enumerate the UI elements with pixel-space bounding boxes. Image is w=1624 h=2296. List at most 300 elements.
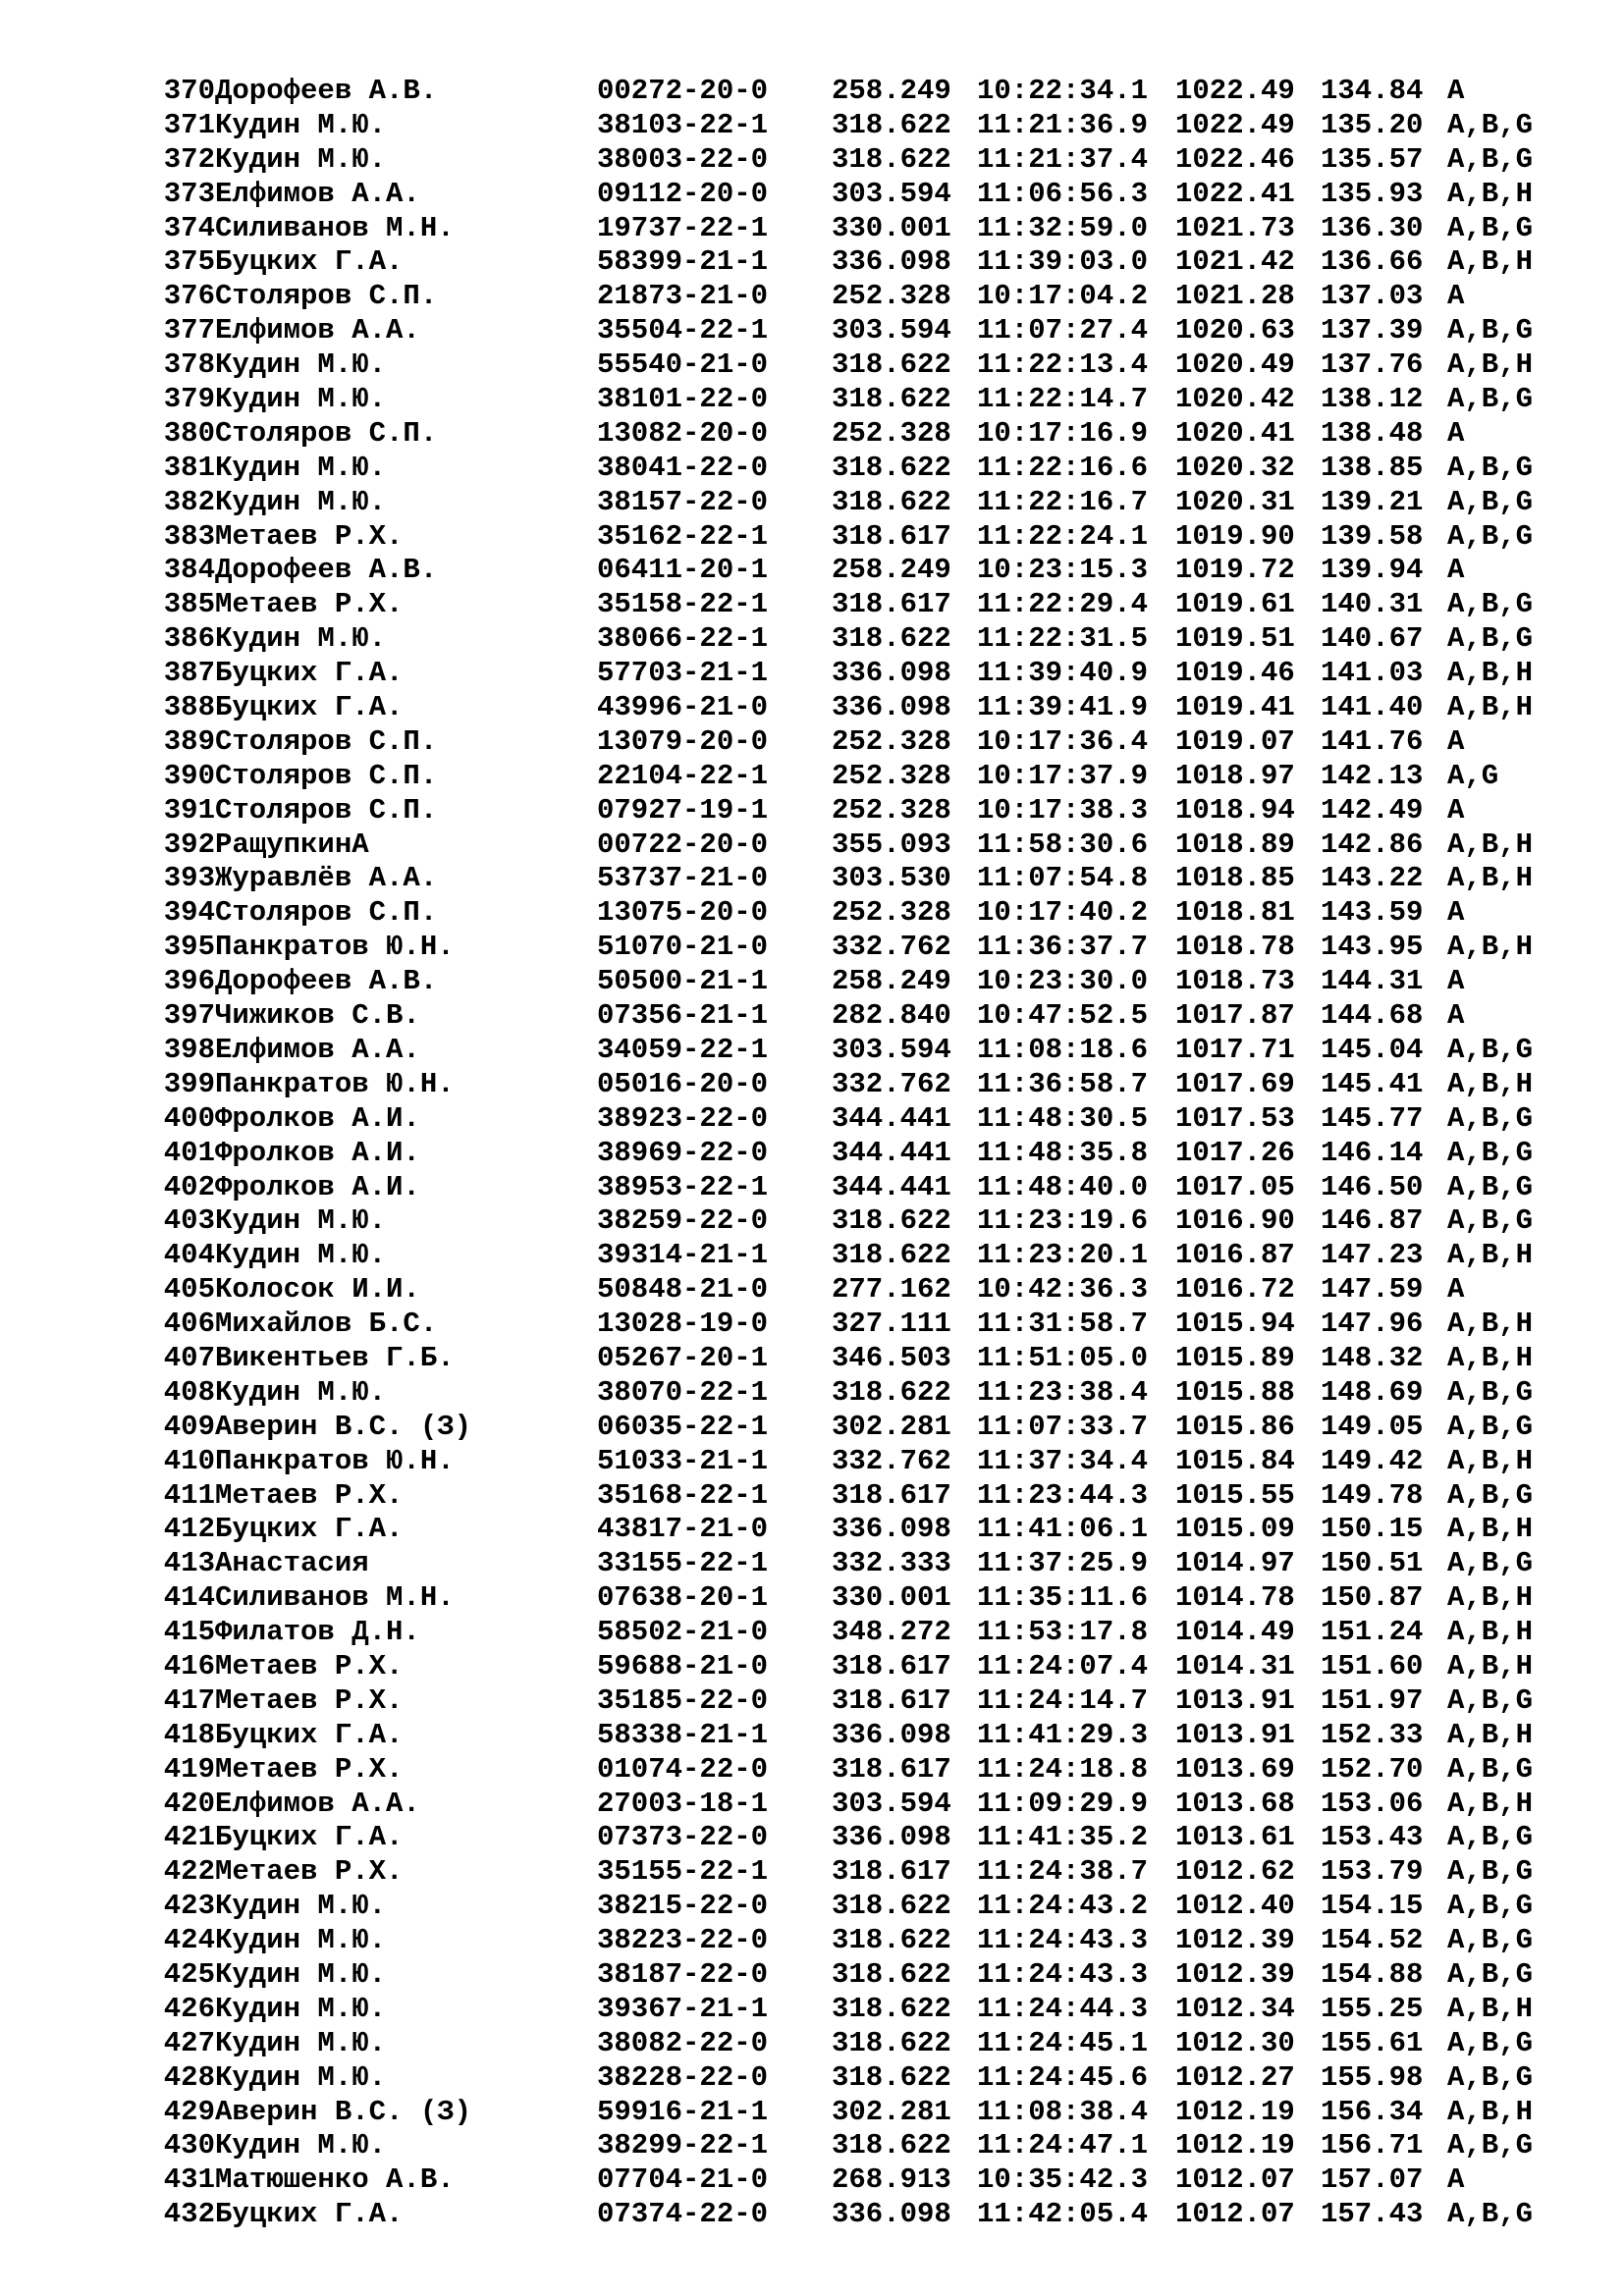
row-number: 377 [163, 314, 215, 347]
flags: A,B,G [1447, 1752, 1534, 1786]
points: 153.43 [1321, 1821, 1424, 1854]
flags: A,B,G [1447, 142, 1534, 176]
arrival-time: 11:24:07.4 [977, 1649, 1149, 1682]
row-number: 397 [163, 999, 215, 1033]
flags: A [1447, 724, 1465, 758]
distance: 252.328 [832, 896, 951, 930]
flags: A,B,G [1447, 2026, 1534, 2059]
participant-name: Панкратов Ю.Н. [215, 1444, 455, 1477]
arrival-time: 11:31:58.7 [977, 1308, 1149, 1341]
ring-code: 58338-21-1 [597, 1718, 769, 1751]
speed: 1015.86 [1175, 1410, 1295, 1443]
points: 155.25 [1321, 1992, 1424, 2025]
participant-name: Буцких Г.А. [215, 1821, 404, 1854]
ring-code: 38187-22-0 [597, 1957, 769, 1991]
flags: A,B,G [1447, 1204, 1534, 1238]
distance: 348.272 [832, 1616, 951, 1649]
row-number: 430 [163, 2129, 215, 2163]
row-number: 427 [163, 2026, 215, 2059]
participant-name: Кудин М.Ю. [215, 348, 387, 382]
participant-name: Буцких Г.А. [215, 245, 404, 279]
row-number: 426 [163, 1992, 215, 2025]
arrival-time: 11:41:29.3 [977, 1718, 1149, 1751]
distance: 318.617 [832, 1478, 951, 1512]
speed: 1013.91 [1175, 1683, 1295, 1717]
points: 139.58 [1321, 519, 1424, 553]
speed: 1016.90 [1175, 1204, 1295, 1238]
points: 143.59 [1321, 896, 1424, 930]
participant-name: Елфимов А.А. [215, 177, 420, 210]
flags: A,B,H [1447, 1581, 1534, 1615]
table-row [144, 1890, 1558, 1924]
arrival-time: 11:24:43.3 [977, 1924, 1149, 1957]
distance: 303.594 [832, 1033, 951, 1066]
participant-name: Аверин В.С. (З) [215, 1410, 472, 1443]
row-number: 405 [163, 1273, 215, 1307]
points: 145.77 [1321, 1101, 1424, 1135]
participant-name: Матюшенко А.В. [215, 2163, 455, 2197]
speed: 1020.49 [1175, 348, 1295, 382]
row-number: 396 [163, 965, 215, 998]
distance: 336.098 [832, 1718, 951, 1751]
ring-code: 13082-20-0 [597, 416, 769, 450]
ring-code: 07374-22-0 [597, 2198, 769, 2231]
arrival-time: 11:23:44.3 [977, 1478, 1149, 1512]
arrival-time: 11:22:16.7 [977, 485, 1149, 518]
arrival-time: 11:32:59.0 [977, 211, 1149, 244]
participant-name: Елфимов А.А. [215, 1033, 420, 1066]
participant-name: Кудин М.Ю. [215, 1239, 387, 1272]
participant-name: Анастасия [215, 1547, 369, 1580]
table-row [144, 622, 1558, 657]
speed: 1014.49 [1175, 1616, 1295, 1649]
table-row [144, 725, 1558, 760]
arrival-time: 11:37:25.9 [977, 1547, 1149, 1580]
speed: 1014.78 [1175, 1581, 1295, 1615]
distance: 318.617 [832, 588, 951, 621]
row-number: 404 [163, 1239, 215, 1272]
distance: 277.162 [832, 1273, 951, 1307]
table-row [144, 452, 1558, 486]
flags: A,B,H [1447, 1341, 1534, 1374]
ring-code: 59916-21-1 [597, 2095, 769, 2128]
arrival-time: 11:24:38.7 [977, 1855, 1149, 1889]
row-number: 387 [163, 657, 215, 690]
arrival-time: 11:48:40.0 [977, 1170, 1149, 1203]
speed: 1015.55 [1175, 1478, 1295, 1512]
arrival-time: 10:17:36.4 [977, 724, 1149, 758]
ring-code: 38215-22-0 [597, 1890, 769, 1923]
participant-name: Столяров С.П. [215, 896, 438, 930]
row-number: 398 [163, 1033, 215, 1066]
points: 147.23 [1321, 1239, 1424, 1272]
participant-name: Буцких Г.А. [215, 657, 404, 690]
arrival-time: 10:23:30.0 [977, 965, 1149, 998]
distance: 344.441 [832, 1170, 951, 1203]
ring-code: 58399-21-1 [597, 245, 769, 279]
ring-code: 33155-22-1 [597, 1547, 769, 1580]
flags: A,B,G [1447, 1170, 1534, 1203]
flags: A,B,G [1447, 1821, 1534, 1854]
speed: 1012.19 [1175, 2095, 1295, 2128]
row-number: 382 [163, 485, 215, 518]
arrival-time: 11:35:11.6 [977, 1581, 1149, 1615]
arrival-time: 11:39:03.0 [977, 245, 1149, 279]
distance: 282.840 [832, 999, 951, 1033]
table-row [144, 1616, 1558, 1650]
distance: 332.762 [832, 931, 951, 964]
participant-name: Кудин М.Ю. [215, 1890, 387, 1923]
points: 148.69 [1321, 1375, 1424, 1409]
flags: A,B,G [1447, 1375, 1534, 1409]
arrival-time: 11:48:35.8 [977, 1136, 1149, 1169]
points: 153.06 [1321, 1787, 1424, 1820]
row-number: 391 [163, 793, 215, 827]
participant-name: Дорофеев А.В. [215, 554, 438, 587]
row-number: 384 [163, 554, 215, 587]
ring-code: 51033-21-1 [597, 1444, 769, 1477]
row-number: 375 [163, 245, 215, 279]
distance: 258.249 [832, 554, 951, 587]
flags: A [1447, 416, 1465, 450]
speed: 1017.05 [1175, 1170, 1295, 1203]
flags: A,B,G [1447, 1890, 1534, 1923]
flags: A,B,G [1447, 622, 1534, 656]
table-row [144, 2061, 1558, 2096]
row-number: 428 [163, 2060, 215, 2094]
row-number: 394 [163, 896, 215, 930]
speed: 1018.94 [1175, 793, 1295, 827]
speed: 1022.49 [1175, 108, 1295, 141]
points: 147.96 [1321, 1308, 1424, 1341]
table-row [144, 1821, 1558, 1855]
speed: 1019.46 [1175, 657, 1295, 690]
arrival-time: 11:24:43.2 [977, 1890, 1149, 1923]
points: 154.15 [1321, 1890, 1424, 1923]
participant-name: Буцких Г.А. [215, 1718, 404, 1751]
flags: A,B,G [1447, 1683, 1534, 1717]
row-number: 411 [163, 1478, 215, 1512]
participant-name: Михайлов Б.С. [215, 1308, 438, 1341]
speed: 1013.68 [1175, 1787, 1295, 1820]
row-number: 417 [163, 1683, 215, 1717]
speed: 1012.40 [1175, 1890, 1295, 1923]
arrival-time: 11:41:06.1 [977, 1513, 1149, 1546]
ring-code: 07704-21-0 [597, 2163, 769, 2197]
distance: 258.249 [832, 965, 951, 998]
speed: 1012.39 [1175, 1924, 1295, 1957]
flags: A,B,G [1447, 1924, 1534, 1957]
participant-name: Силиванов М.Н. [215, 211, 455, 244]
table-row [144, 314, 1558, 348]
table-row [144, 1273, 1558, 1308]
distance: 332.762 [832, 1067, 951, 1100]
arrival-time: 11:23:20.1 [977, 1239, 1149, 1272]
speed: 1019.61 [1175, 588, 1295, 621]
arrival-time: 11:08:38.4 [977, 2095, 1149, 2128]
speed: 1013.61 [1175, 1821, 1295, 1854]
distance: 318.622 [832, 2060, 951, 2094]
row-number: 376 [163, 280, 215, 313]
arrival-time: 11:07:54.8 [977, 862, 1149, 895]
table-row [144, 828, 1558, 863]
table-row [144, 1102, 1558, 1137]
ring-code: 35185-22-0 [597, 1683, 769, 1717]
participant-name: Аверин В.С. (З) [215, 2095, 472, 2128]
participant-name: Кудин М.Ю. [215, 622, 387, 656]
ring-code: 07927-19-1 [597, 793, 769, 827]
ring-code: 59688-21-0 [597, 1649, 769, 1682]
ring-code: 35158-22-1 [597, 588, 769, 621]
flags: A,B,G [1447, 451, 1534, 484]
speed: 1019.72 [1175, 554, 1295, 587]
row-number: 432 [163, 2198, 215, 2231]
participant-name: Кудин М.Ю. [215, 383, 387, 416]
flags: A,B,G [1447, 1957, 1534, 1991]
speed: 1020.31 [1175, 485, 1295, 518]
speed: 1016.87 [1175, 1239, 1295, 1272]
speed: 1019.41 [1175, 691, 1295, 724]
ring-code: 38223-22-0 [597, 1924, 769, 1957]
speed: 1016.72 [1175, 1273, 1295, 1307]
participant-name: Буцких Г.А. [215, 691, 404, 724]
arrival-time: 11:22:29.4 [977, 588, 1149, 621]
points: 150.15 [1321, 1513, 1424, 1546]
participant-name: Метаев Р.Х. [215, 1752, 404, 1786]
table-row [144, 1445, 1558, 1479]
table-row [144, 1376, 1558, 1411]
participant-name: Кудин М.Ю. [215, 142, 387, 176]
ring-code: 13079-20-0 [597, 724, 769, 758]
points: 155.98 [1321, 2060, 1424, 2094]
distance: 332.762 [832, 1444, 951, 1477]
points: 154.52 [1321, 1924, 1424, 1957]
ring-code: 13028-19-0 [597, 1308, 769, 1341]
row-number: 393 [163, 862, 215, 895]
points: 135.93 [1321, 177, 1424, 210]
speed: 1019.90 [1175, 519, 1295, 553]
participant-name: Кудин М.Ю. [215, 1957, 387, 1991]
ring-code: 38157-22-0 [597, 485, 769, 518]
table-row [144, 2198, 1558, 2232]
distance: 318.622 [832, 142, 951, 176]
points: 140.31 [1321, 588, 1424, 621]
points: 145.41 [1321, 1067, 1424, 1100]
ring-code: 51070-21-0 [597, 931, 769, 964]
table-row [144, 348, 1558, 383]
participant-name: Метаев Р.Х. [215, 1683, 404, 1717]
participant-name: Метаев Р.Х. [215, 519, 404, 553]
arrival-time: 11:24:45.1 [977, 2026, 1149, 2059]
arrival-time: 11:23:38.4 [977, 1375, 1149, 1409]
row-number: 414 [163, 1581, 215, 1615]
participant-name: Фролков А.И. [215, 1136, 420, 1169]
points: 139.94 [1321, 554, 1424, 587]
ring-code: 13075-20-0 [597, 896, 769, 930]
arrival-time: 11:36:58.7 [977, 1067, 1149, 1100]
arrival-time: 11:22:31.5 [977, 622, 1149, 656]
distance: 336.098 [832, 657, 951, 690]
participant-name: Метаев Р.Х. [215, 1478, 404, 1512]
points: 156.71 [1321, 2129, 1424, 2163]
ring-code: 38923-22-0 [597, 1101, 769, 1135]
participant-name: Дорофеев А.В. [215, 75, 438, 107]
flags: A,B,G [1447, 2198, 1534, 2231]
ring-code: 43817-21-0 [597, 1513, 769, 1546]
arrival-time: 10:47:52.5 [977, 999, 1149, 1033]
arrival-time: 11:22:13.4 [977, 348, 1149, 382]
flags: A,B,G [1447, 1410, 1534, 1443]
row-number: 389 [163, 724, 215, 758]
row-number: 425 [163, 1957, 215, 1991]
points: 149.42 [1321, 1444, 1424, 1477]
distance: 268.913 [832, 2163, 951, 2197]
ring-code: 35504-22-1 [597, 314, 769, 347]
arrival-time: 11:53:17.8 [977, 1616, 1149, 1649]
arrival-time: 11:24:45.6 [977, 2060, 1149, 2094]
row-number: 419 [163, 1752, 215, 1786]
flags: A,B,G [1447, 1136, 1534, 1169]
ring-code: 01074-22-0 [597, 1752, 769, 1786]
speed: 1021.73 [1175, 211, 1295, 244]
row-number: 380 [163, 416, 215, 450]
flags: A,B,G [1447, 383, 1534, 416]
points: 148.32 [1321, 1341, 1424, 1374]
ring-code: 27003-18-1 [597, 1787, 769, 1820]
points: 139.21 [1321, 485, 1424, 518]
participant-name: Буцких Г.А. [215, 1513, 404, 1546]
participant-name: Буцких Г.А. [215, 2198, 404, 2231]
participant-name: Силиванов М.Н. [215, 1581, 455, 1615]
points: 146.50 [1321, 1170, 1424, 1203]
points: 137.03 [1321, 280, 1424, 313]
table-row [144, 1137, 1558, 1171]
row-number: 422 [163, 1855, 215, 1889]
table-row [144, 1958, 1558, 1993]
participant-name: Панкратов Ю.Н. [215, 1067, 455, 1100]
speed: 1018.85 [1175, 862, 1295, 895]
table-row [144, 1308, 1558, 1342]
table-row [144, 1547, 1558, 1581]
distance: 344.441 [832, 1101, 951, 1135]
arrival-time: 10:35:42.3 [977, 2163, 1149, 2197]
points: 142.13 [1321, 759, 1424, 792]
row-number: 416 [163, 1649, 215, 1682]
table-row [144, 1068, 1558, 1102]
row-number: 431 [163, 2163, 215, 2197]
ring-code: 07638-20-1 [597, 1581, 769, 1615]
distance: 318.622 [832, 1890, 951, 1923]
distance: 336.098 [832, 1513, 951, 1546]
arrival-time: 11:36:37.7 [977, 931, 1149, 964]
distance: 318.622 [832, 451, 951, 484]
ring-code: 38041-22-0 [597, 451, 769, 484]
table-row [144, 1684, 1558, 1719]
speed: 1012.19 [1175, 2129, 1295, 2163]
arrival-time: 11:22:24.1 [977, 519, 1149, 553]
points: 143.22 [1321, 862, 1424, 895]
participant-name: Метаев Р.Х. [215, 1649, 404, 1682]
row-number: 420 [163, 1787, 215, 1820]
points: 136.66 [1321, 245, 1424, 279]
table-row [144, 1479, 1558, 1514]
participant-name: Кудин М.Ю. [215, 2060, 387, 2094]
speed: 1018.73 [1175, 965, 1295, 998]
points: 134.84 [1321, 75, 1424, 107]
distance: 327.111 [832, 1308, 951, 1341]
distance: 346.503 [832, 1341, 951, 1374]
ring-code: 09112-20-0 [597, 177, 769, 210]
table-row [144, 417, 1558, 452]
participant-name: Столяров С.П. [215, 724, 438, 758]
points: 135.57 [1321, 142, 1424, 176]
ring-code: 38259-22-0 [597, 1204, 769, 1238]
distance: 344.441 [832, 1136, 951, 1169]
distance: 336.098 [832, 245, 951, 279]
row-number: 399 [163, 1067, 215, 1100]
flags: A,B,H [1447, 1513, 1534, 1546]
ring-code: 39314-21-1 [597, 1239, 769, 1272]
speed: 1013.91 [1175, 1718, 1295, 1751]
speed: 1014.31 [1175, 1649, 1295, 1682]
ring-code: 38969-22-0 [597, 1136, 769, 1169]
distance: 252.328 [832, 724, 951, 758]
flags: A,B,H [1447, 1718, 1534, 1751]
ring-code: 06411-20-1 [597, 554, 769, 587]
ring-code: 39367-21-1 [597, 1992, 769, 2025]
participant-name: Кудин М.Ю. [215, 2129, 387, 2163]
table-row [144, 2096, 1558, 2130]
row-number: 402 [163, 1170, 215, 1203]
flags: A,B,H [1447, 1239, 1534, 1272]
points: 141.40 [1321, 691, 1424, 724]
flags: A [1447, 1273, 1465, 1307]
participant-name: Кудин М.Ю. [215, 451, 387, 484]
flags: A,B,H [1447, 1444, 1534, 1477]
points: 144.68 [1321, 999, 1424, 1033]
points: 137.39 [1321, 314, 1424, 347]
speed: 1021.28 [1175, 280, 1295, 313]
points: 145.04 [1321, 1033, 1424, 1066]
arrival-time: 11:22:16.6 [977, 451, 1149, 484]
ring-code: 57703-21-1 [597, 657, 769, 690]
ring-code: 35155-22-1 [597, 1855, 769, 1889]
arrival-time: 11:24:18.8 [977, 1752, 1149, 1786]
table-row [144, 999, 1558, 1034]
ring-code: 43996-21-0 [597, 691, 769, 724]
participant-name: Столяров С.П. [215, 793, 438, 827]
results-list [144, 75, 1558, 2232]
points: 150.51 [1321, 1547, 1424, 1580]
table-row [144, 1788, 1558, 1822]
participant-name: Столяров С.П. [215, 416, 438, 450]
table-row [144, 794, 1558, 828]
distance: 318.622 [832, 485, 951, 518]
ring-code: 38953-22-1 [597, 1170, 769, 1203]
flags: A,B,H [1447, 657, 1534, 690]
table-row [144, 554, 1558, 588]
ring-code: 35168-22-1 [597, 1478, 769, 1512]
row-number: 423 [163, 1890, 215, 1923]
distance: 318.622 [832, 1992, 951, 2025]
flags: A,B,H [1447, 1649, 1534, 1682]
row-number: 372 [163, 142, 215, 176]
ring-code: 38070-22-1 [597, 1375, 769, 1409]
flags: A,B,G [1447, 1855, 1534, 1889]
ring-code: 05016-20-0 [597, 1067, 769, 1100]
speed: 1020.41 [1175, 416, 1295, 450]
arrival-time: 11:07:33.7 [977, 1410, 1149, 1443]
